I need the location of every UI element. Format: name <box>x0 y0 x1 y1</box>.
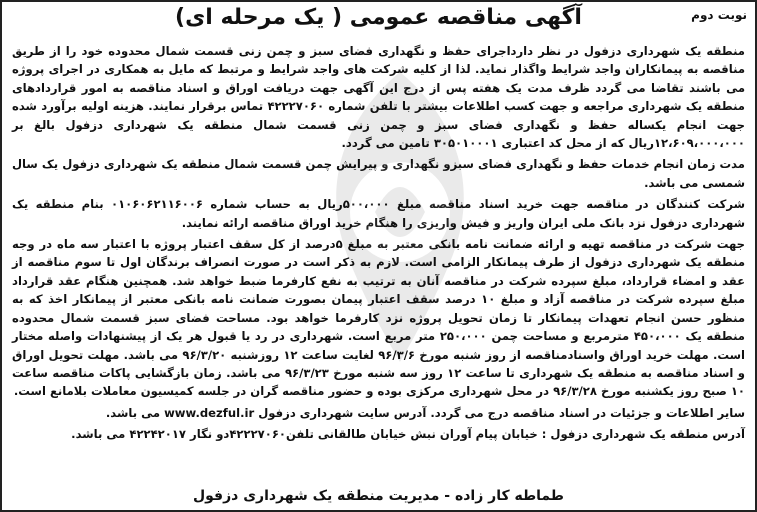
publication-round: نوبت دوم <box>691 8 747 22</box>
paragraph-intro: منطقه یک شهرداری دزفول در نظر دارداجرای حفظ و نگهداری فضای سبز و چمن زنی قسمت شمال محدوده خود را از طریق مناقصه به پیمانکاران واجد شرایط واگذار نماید. لذا از کلیه شرکت های واجد شرایط و مرتبط که مایل به همکاری در اجرای پروژه می باشند تقاضا می گردد ظرف مدت یک هفته پس از درج این آگهی جهت دریافت اوراق و اسناد مناقصه به امور قراردادهای منطقه یک شهرداری مراجعه و جهت کسب اطلاعات بیشتر با تلفن شماره ۴۲۲۲۷۰۶۰ تماس برقرار نمایند. هزینه اولیه برآورد شده جهت انجام یکساله حفظ و نگهداری فضای سبز و چمن زنی قسمت شمال منطقه یک شهرداری دزفول بالغ بر ۱۲،۶۰۹،۰۰۰،۰۰۰ریال که از محل کد اعتباری ۳۰۵۰۱۰۰۰۱ تامین می گردد. <box>12 44 745 151</box>
website-link[interactable]: www.dezful.ir <box>164 405 255 420</box>
paragraph-document-fee: شرکت کنندگان در مناقصه جهت خرید اسناد مناقصه مبلغ ۵۰۰،۰۰۰ریال به حساب شماره ۰۱۰۶۰۶۲۱۱۶۰۰۶ بنام منطقه یک شهرداری دزفول نزد بانک ملی ایران واریز و فیش واریزی را هنگام خرید اوراق مناقصه ارائه نمایند. <box>12 197 745 230</box>
paragraph-address: آدرس منطقه یک شهرداری دزفول : خیابان پیام آوران نبش خیابان طالقانی تلفن۴۲۲۲۷۰۶۰دو نگار ۴۲۲۴۲۰۱۷ می باشد. <box>71 427 745 442</box>
notice-title: آگهی مناقصه عمومی ( یک مرحله ای) <box>175 5 582 30</box>
paragraph-duration: مدت زمان انجام خدمات حفظ و نگهداری فضای سبزو نگهداری و پیرایش چمن قسمت شمال منطقه یک شهرداری دزفول یک سال شمسی می باشد. <box>12 157 745 190</box>
website-text: سایر اطلاعات و جزئیات در اسناد مناقصه درج می گردد. آدرس سایت شهرداری دزفول <box>258 405 745 420</box>
website-text-end: می باشد. <box>105 405 161 420</box>
paragraph-guarantee: جهت شرکت در مناقصه تهیه و ارائه ضمانت نامه بانکی معتبر به مبلغ ۵درصد از کل سقف اعتبار پروژه با اعتبار سه ماه در وجه منطقه یک شهرداری دزفول از طرف پیمانکار الزامی است. لازم به ذکر است در صورت انصراف برندگان اول تا سوم مناقصه از عقد و امضاء قرارداد، مبلغ سپرده شرکت در مناقصه آنان به ترتیب به نفع کارفرما ضبط خواهد شد. همچنین هنگام عقد قرارداد مبلغ سپرده شرکت در مناقصه آزاد و مبلغ ۱۰ درصد سقف اعتبار پیمان بصورت ضمانت نامه بانکی معتبر از پیمانکار اخذ که به منظور حسن انجام تعهدات پیمانکار تا زمان تحویل پروژه نزد کارفرما خواهد بود. مساحت فضای سبز قسمت شمال محدوده منطقه یک ۴۵۰،۰۰۰ مترمربع و مساحت چمن ۲۵۰،۰۰۰ متر مربع است. شهرداری در رد یا قبول هر یک از پیشنهادات واصله مختار است. مهلت خرید اوراق واسنادمناقصه از روز شنبه مورخ ۹۶/۳/۶ لغایت ساعت ۱۲ روزشنبه ۹۶/۳/۲۰ می باشد. مهلت تحویل اوراق و اسناد مناقصه به منطقه یک شهرداری تا ساعت ۱۲ روز سه شنبه مورخ ۹۶/۳/۲۳ می باشد. زمان بازگشایی پاکات مناقصه ساعت ۱۰ صبح روز یکشنبه مورخ ۹۶/۳/۲۸ در محل شهرداری مرکزی بوده و حضور مناقصه گران در جلسه کمیسیون معاملات بلامانع است. <box>12 237 746 399</box>
notice-signature: طماطه کار زاده - مدیریت منطقه یک شهرداری دزفول <box>193 488 564 504</box>
notice-header <box>2 2 755 42</box>
paragraph-website <box>12 404 745 422</box>
notice-body <box>2 42 755 444</box>
